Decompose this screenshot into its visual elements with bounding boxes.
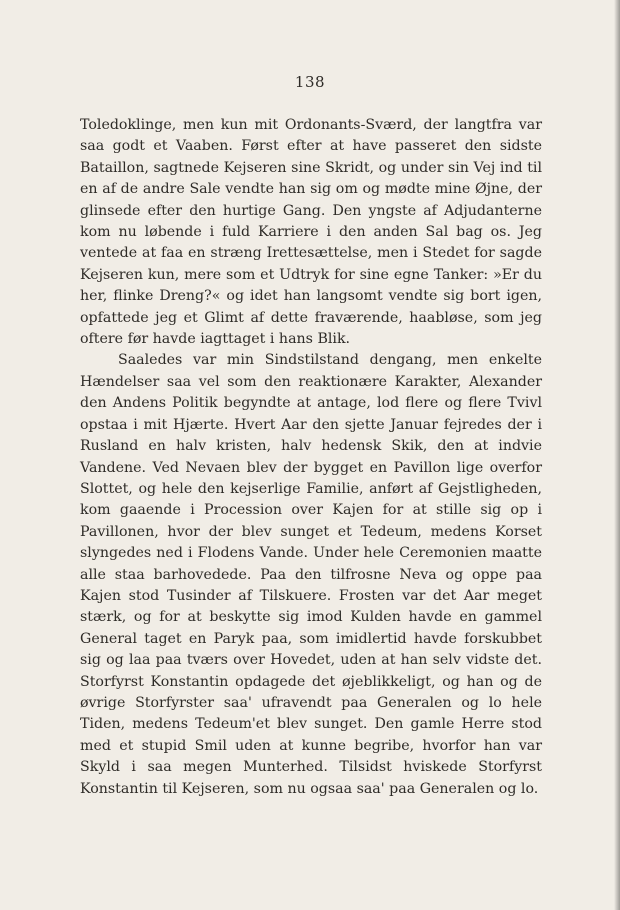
paragraph-continuation: Toledoklinge, men kun mit Ordonants-Sværd, der langtfra var saa godt et Vaaben. Først efter at have passeret den sidste Bataillon, sagtnede Kejseren sine Skridt, og under sin Vej ind til en af de andre Sale vendte han sig om og mødte mine Øjne, der glinsede efter den hurtige Gang. Den yngste af Adjudanterne kom nu løbende i fuld Karriere i den anden Sal bag os. Jeg ventede at faa en stræng Irettesættelse, men i Stedet for sagde Kejseren kun, mere som et Udtryk for sine egne Tanker: »Er du her, flinke Dreng?« og idet han langsomt vendte sig bort igen, opfattede jeg et Glimt af dette fraværende, haabløse, som jeg oftere før havde iagttaget i hans Blik. bbox=[80, 117, 542, 348]
page-edge-shadow bbox=[614, 0, 620, 910]
page-number: 138 bbox=[294, 73, 326, 91]
paragraph: Saaledes var min Sindstilstand dengang, men enkelte Hændelser saa vel som den reaktionære Karakter, Alexander den Andens Politik begyndte at antage, lod flere og flere Tvivl opstaa i mit Hjærte. Hvert Aar den sjette Januar fejredes der i Rusland en halv kristen, halv hedensk Skik, den at indvie Vandene. Ved Nevaen blev der bygget en Pavillon lige overfor Slottet, og hele den kejserlige Familie, anført af Gejstligheden, kom gaaende i Procession over Kajen for at stille sig op i Pavillonen, hvor der blev sunget et Tedeum, medens Korset slyngedes ned i Flodens Vande. Under hele Ceremonien maatte alle staa barhovedede. Paa den tilfrosne Neva og oppe paa Kajen stod Tusinder af Tilskuere. Frosten var det Aar meget stærk, og for at beskytte sig imod Kulden havde en gammel General taget en Paryk paa, som imidlertid havde forskubbet sig og laa paa tværs over Hovedet, uden at han selv vidste det. Storfyrst Konstantin opdagede det øjeblikkeligt, og han og de øvrige Storfyrster saa' ufravendt paa Generalen og lo hele Tiden, medens Tedeum'et blev sunget. Den gamle Herre stod med et stupid Smil uden at kunne begribe, hvorfor han var Skyld i saa megen Munterhed. Tilsidst hviskede Storfyrst Konstantin til Kejseren, som nu ogsaa saa' paa Generalen og lo. bbox=[80, 352, 542, 797]
body-text bbox=[80, 115, 542, 800]
